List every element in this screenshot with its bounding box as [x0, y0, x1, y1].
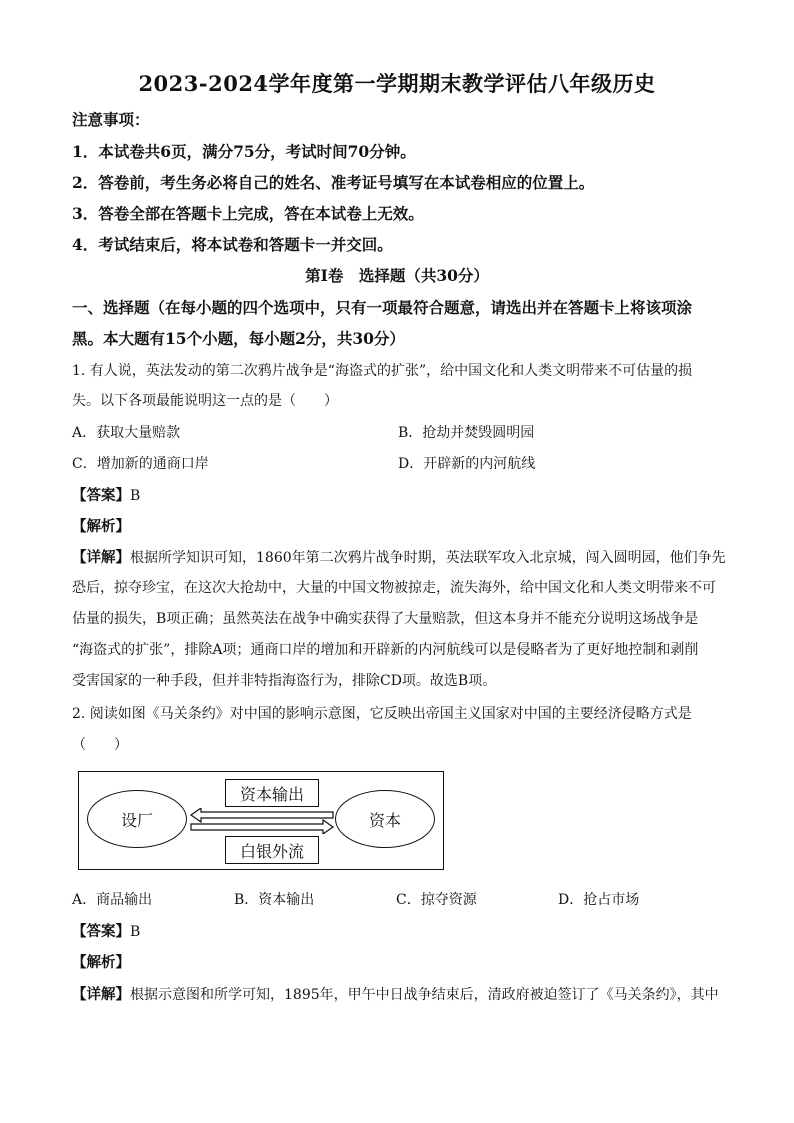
notice-item: 4．考试结束后，将本试卷和答题卡一并交回。	[72, 235, 393, 254]
diagram-arrows	[189, 808, 335, 834]
diagram-top-box	[225, 779, 319, 807]
answer-tag: 【答案】	[72, 923, 130, 940]
analysis-tag: 【解析】	[72, 954, 130, 971]
part-title: 第Ⅰ卷 选择题（共30分）	[305, 266, 489, 285]
q1-answer	[72, 484, 724, 505]
q1-option-b[interactable]: B．抢劫并焚毁圆明园	[398, 425, 535, 441]
detail-tag: 【详解】	[72, 986, 130, 1003]
q1-detail-line5: 受害国家的一种手段，但并非特指海盗行为，排除CD项。故选B项。	[72, 673, 497, 689]
q1-detail-line1	[72, 546, 724, 567]
detail-text: 根据所学知识可知，1860年第二次鸦片战争时期，英法联军攻入北京城，闯入圆明园，他们争先	[130, 550, 726, 566]
diagram-left-label: 设厂	[120, 810, 153, 830]
notice-item: 2．答卷前，考生务必将自己的姓名、准考证号填写在本试卷相应的位置上。	[72, 173, 595, 192]
q2-option-a[interactable]: A．商品输出	[72, 892, 153, 908]
diagram-bottom-label: 白银外流	[239, 841, 304, 861]
q1-detail-line4: “海盗式的扩张”，排除A项；通商口岸的增加和开辟新的内河航线可以是侵略者为了更好地控制和剥削	[72, 642, 699, 658]
notice-item: 3．答卷全部在答题卡上完成，答在本试卷上无效。	[72, 204, 424, 223]
q2-answer	[72, 920, 724, 941]
q1-detail-line2: 恐后，掠夺珍宝，在这次大抢劫中，大量的中国文物被掠走，流失海外，给中国文化和人类文明带来不可	[72, 580, 716, 596]
q1-stem-line1: 1. 有人说，英法发动的第二次鸦片战争是“海盗式的扩张”，给中国文化和人类文明带来不可估量的损	[72, 363, 693, 379]
answer-value: B	[130, 488, 141, 504]
answer-value: B	[130, 924, 141, 940]
q2-option-b[interactable]: B．资本输出	[234, 892, 315, 908]
q2-analysis	[72, 951, 724, 972]
section-instruction-line1: 一、选择题（在每小题的四个选项中，只有一项最符合题意，请选出并在答题卡上将该项涂	[72, 298, 693, 317]
q2-detail-line1	[72, 983, 724, 1004]
arrow-right-icon	[191, 820, 333, 834]
answer-tag: 【答案】	[72, 487, 130, 504]
diagram-right-label: 资本	[368, 810, 401, 830]
q2-stem-line1: 2. 阅读如图《马关条约》对中国的影响示意图，它反映出帝国主义国家对中国的主要经济侵略方式是	[72, 706, 692, 722]
q2-stem-line2: （ ）	[72, 737, 128, 753]
q1-detail-line3: 估量的损失，B项正确；虽然英法在战争中确实获得了大量赔款，但这本身并不能充分说明这场战争是	[72, 611, 699, 627]
page-title: 2023-2024学年度第一学期期末教学评估八年级历史	[138, 71, 656, 96]
detail-tag: 【详解】	[72, 549, 130, 566]
q1-option-a[interactable]: A．获取大量赔款	[72, 425, 181, 441]
analysis-tag: 【解析】	[72, 518, 130, 535]
q1-option-d[interactable]: D．开辟新的内河航线	[398, 456, 536, 472]
q2-diagram	[78, 771, 444, 870]
notice-heading: 注意事项：	[72, 110, 150, 129]
diagram-bottom-box	[225, 836, 319, 864]
notice-item: 1．本试卷共6页，满分75分，考试时间70分钟。	[72, 142, 416, 161]
section-instruction-line2: 黑。本大题有15个小题，每小题2分，共30分）	[72, 329, 405, 348]
diagram-top-label: 资本输出	[239, 784, 304, 804]
diagram-right-ellipse	[335, 790, 435, 848]
q2-option-d[interactable]: D．抢占市场	[558, 892, 640, 908]
diagram-left-ellipse	[87, 790, 187, 848]
arrow-left-icon	[191, 808, 333, 822]
q1-stem-line2: 失。以下各项最能说明这一点的是（ ）	[72, 393, 338, 409]
q1-option-c[interactable]: C．增加新的通商口岸	[72, 456, 209, 472]
q2-option-c[interactable]: C．掠夺资源	[396, 892, 477, 908]
detail-text: 根据示意图和所学可知，1895年，甲午中日战争结束后，清政府被迫签订了《马关条约》，其中	[130, 987, 719, 1003]
q1-analysis	[72, 515, 724, 536]
